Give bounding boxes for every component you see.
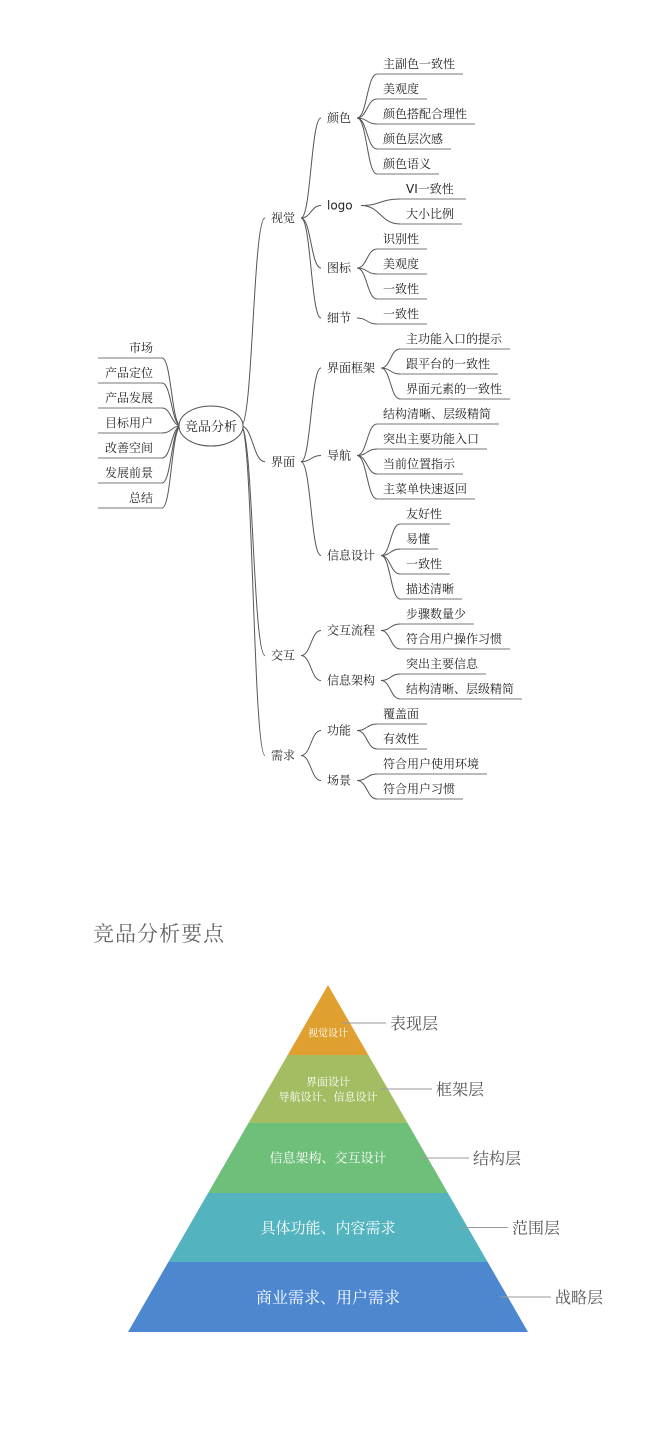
mindmap-left-item: 市场: [129, 341, 154, 355]
mindmap-leaf: 美观度: [383, 257, 420, 271]
mindmap-branch: 交互: [271, 648, 296, 663]
pyramid-layer-label: 范围层: [512, 1218, 561, 1238]
branch-connector: [301, 631, 321, 656]
branch-connector: [301, 118, 321, 218]
pyramid-layer: [288, 985, 369, 1055]
left-connector: [162, 426, 181, 508]
category-connector: [357, 456, 377, 500]
mindmap-leaf: VI一致性: [406, 182, 454, 196]
mindmap-leaf: 描述清晰: [406, 582, 455, 596]
mindmap-leaf: 颜色层次感: [383, 132, 444, 146]
category-connector: [357, 781, 377, 800]
category-connector: [381, 556, 400, 600]
root-connector: [241, 426, 265, 756]
branch-connector: [301, 756, 321, 781]
left-connector: [162, 426, 181, 483]
mindmap-left-item: 发展前景: [105, 466, 154, 480]
mindmap-category: logo: [327, 198, 353, 213]
pyramid-layer-label: 战略层: [555, 1288, 604, 1307]
category-connector: [381, 624, 400, 631]
mindmap-leaf: 颜色搭配合理性: [383, 107, 468, 121]
mindmap-branch: 需求: [271, 748, 296, 763]
branch-connector: [301, 218, 321, 268]
mindmap-leaf: 主功能入口的提示: [406, 332, 503, 346]
mindmap-leaf: 主副色一致性: [383, 57, 456, 71]
mindmap-category: 信息设计: [327, 548, 376, 563]
pyramid-diagram: [0, 890, 670, 1360]
branch-connector: [301, 656, 321, 681]
pyramid-layer-label: 结构层: [473, 1149, 522, 1168]
pyramid-layer-text: 具体功能、内容需求: [260, 1218, 396, 1237]
mindmap-category: 细节: [327, 311, 352, 325]
mindmap-left-item: 改善空间: [105, 441, 154, 455]
category-connector: [357, 456, 377, 475]
branch-connector: [301, 731, 321, 756]
center-node-label: 竞品分析: [184, 420, 238, 435]
mindmap-leaf: 符合用户使用环境: [383, 757, 480, 771]
pyramid-layer-label: 框架层: [436, 1080, 485, 1099]
category-connector: [381, 524, 400, 556]
category-connector: [357, 99, 377, 118]
mindmap-leaf: 界面元素的一致性: [406, 382, 503, 396]
mindmap-branch: 视觉: [271, 211, 296, 225]
mindmap-leaf: 覆盖面: [383, 707, 420, 721]
mindmap-leaf: 易懂: [406, 532, 431, 546]
mindmap-leaf: 美观度: [383, 82, 420, 96]
root-connector: [241, 218, 265, 426]
mindmap-branch: 界面: [271, 454, 296, 469]
category-connector: [357, 318, 377, 324]
left-connector: [162, 358, 181, 426]
category-connector: [357, 424, 377, 456]
category-connector: [357, 268, 377, 299]
category-connector: [381, 681, 400, 700]
mindmap-category: 导航: [327, 448, 352, 463]
mindmap-leaf: 一致性: [383, 307, 420, 321]
category-connector: [361, 199, 400, 206]
branch-connector: [301, 218, 321, 318]
mindmap-leaf: 跟平台的一致性: [406, 357, 491, 371]
mindmap-category: 界面框架: [327, 361, 376, 375]
mindmap-category: 场景: [327, 773, 352, 788]
mindmap-leaf: 一致性: [383, 282, 420, 296]
mindmap-leaf: 突出主要信息: [406, 657, 479, 671]
mindmap-left-item: 总结: [129, 491, 154, 505]
branch-connector: [301, 462, 321, 556]
mindmap-leaf: 结构清晰、层级精简: [383, 407, 492, 421]
mindmap-leaf: 符合用户操作习惯: [406, 632, 503, 646]
category-connector: [357, 74, 377, 118]
mindmap-leaf: 步骤数量少: [406, 607, 467, 621]
mindmap-leaf: 识别性: [383, 232, 420, 246]
category-connector: [357, 118, 377, 174]
category-connector: [381, 556, 400, 575]
mindmap-left-item: 产品发展: [105, 391, 154, 405]
mindmap-leaf: 一致性: [406, 557, 443, 571]
category-connector: [357, 249, 377, 268]
pyramid-layer-text: 导航设计、信息设计: [278, 1090, 378, 1104]
mindmap-leaf: 符合用户习惯: [383, 782, 456, 796]
pyramid-layer-text: 商业需求、用户需求: [255, 1287, 401, 1307]
mindmap-left-item: 产品定位: [105, 366, 154, 380]
pyramid-layer-text: 信息架构、交互设计: [269, 1151, 387, 1167]
category-connector: [381, 631, 400, 650]
root-connector: [241, 426, 265, 462]
mindmap-leaf: 当前位置指示: [383, 457, 456, 471]
mindmap-leaf: 主菜单快速返回: [383, 482, 468, 496]
mindmap-leaf: 结构清晰、层级精简: [406, 682, 515, 696]
category-connector: [357, 724, 377, 731]
mindmap-leaf: 有效性: [383, 732, 420, 746]
mindmap-category: 功能: [327, 723, 352, 738]
pyramid-title: 竞品分析要点: [93, 922, 225, 946]
mindmap-leaf: 突出主要功能入口: [383, 432, 480, 446]
pyramid-layer-text: 视觉设计: [308, 1028, 348, 1040]
category-connector: [357, 774, 377, 781]
mindmap-leaf: 大小比例: [406, 207, 455, 221]
category-connector: [381, 349, 400, 368]
branch-connector: [301, 368, 321, 462]
mindmap-left-item: 目标用户: [105, 416, 154, 430]
pyramid-layer-label: 表现层: [390, 1014, 439, 1033]
mindmap-leaf: 颜色语义: [383, 157, 432, 171]
branch-connector: [301, 206, 321, 219]
mindmap-leaf: 友好性: [406, 507, 443, 521]
mindmap-category: 图标: [327, 261, 352, 275]
category-connector: [381, 368, 400, 399]
mindmap-category: 信息架构: [327, 673, 376, 688]
pyramid-layer-text: 界面设计: [306, 1075, 350, 1089]
mindmap-category: 交互流程: [327, 623, 376, 638]
category-connector: [361, 206, 400, 225]
mindmap-category: 颜色: [327, 111, 352, 125]
category-connector: [357, 731, 377, 750]
category-connector: [381, 674, 400, 681]
